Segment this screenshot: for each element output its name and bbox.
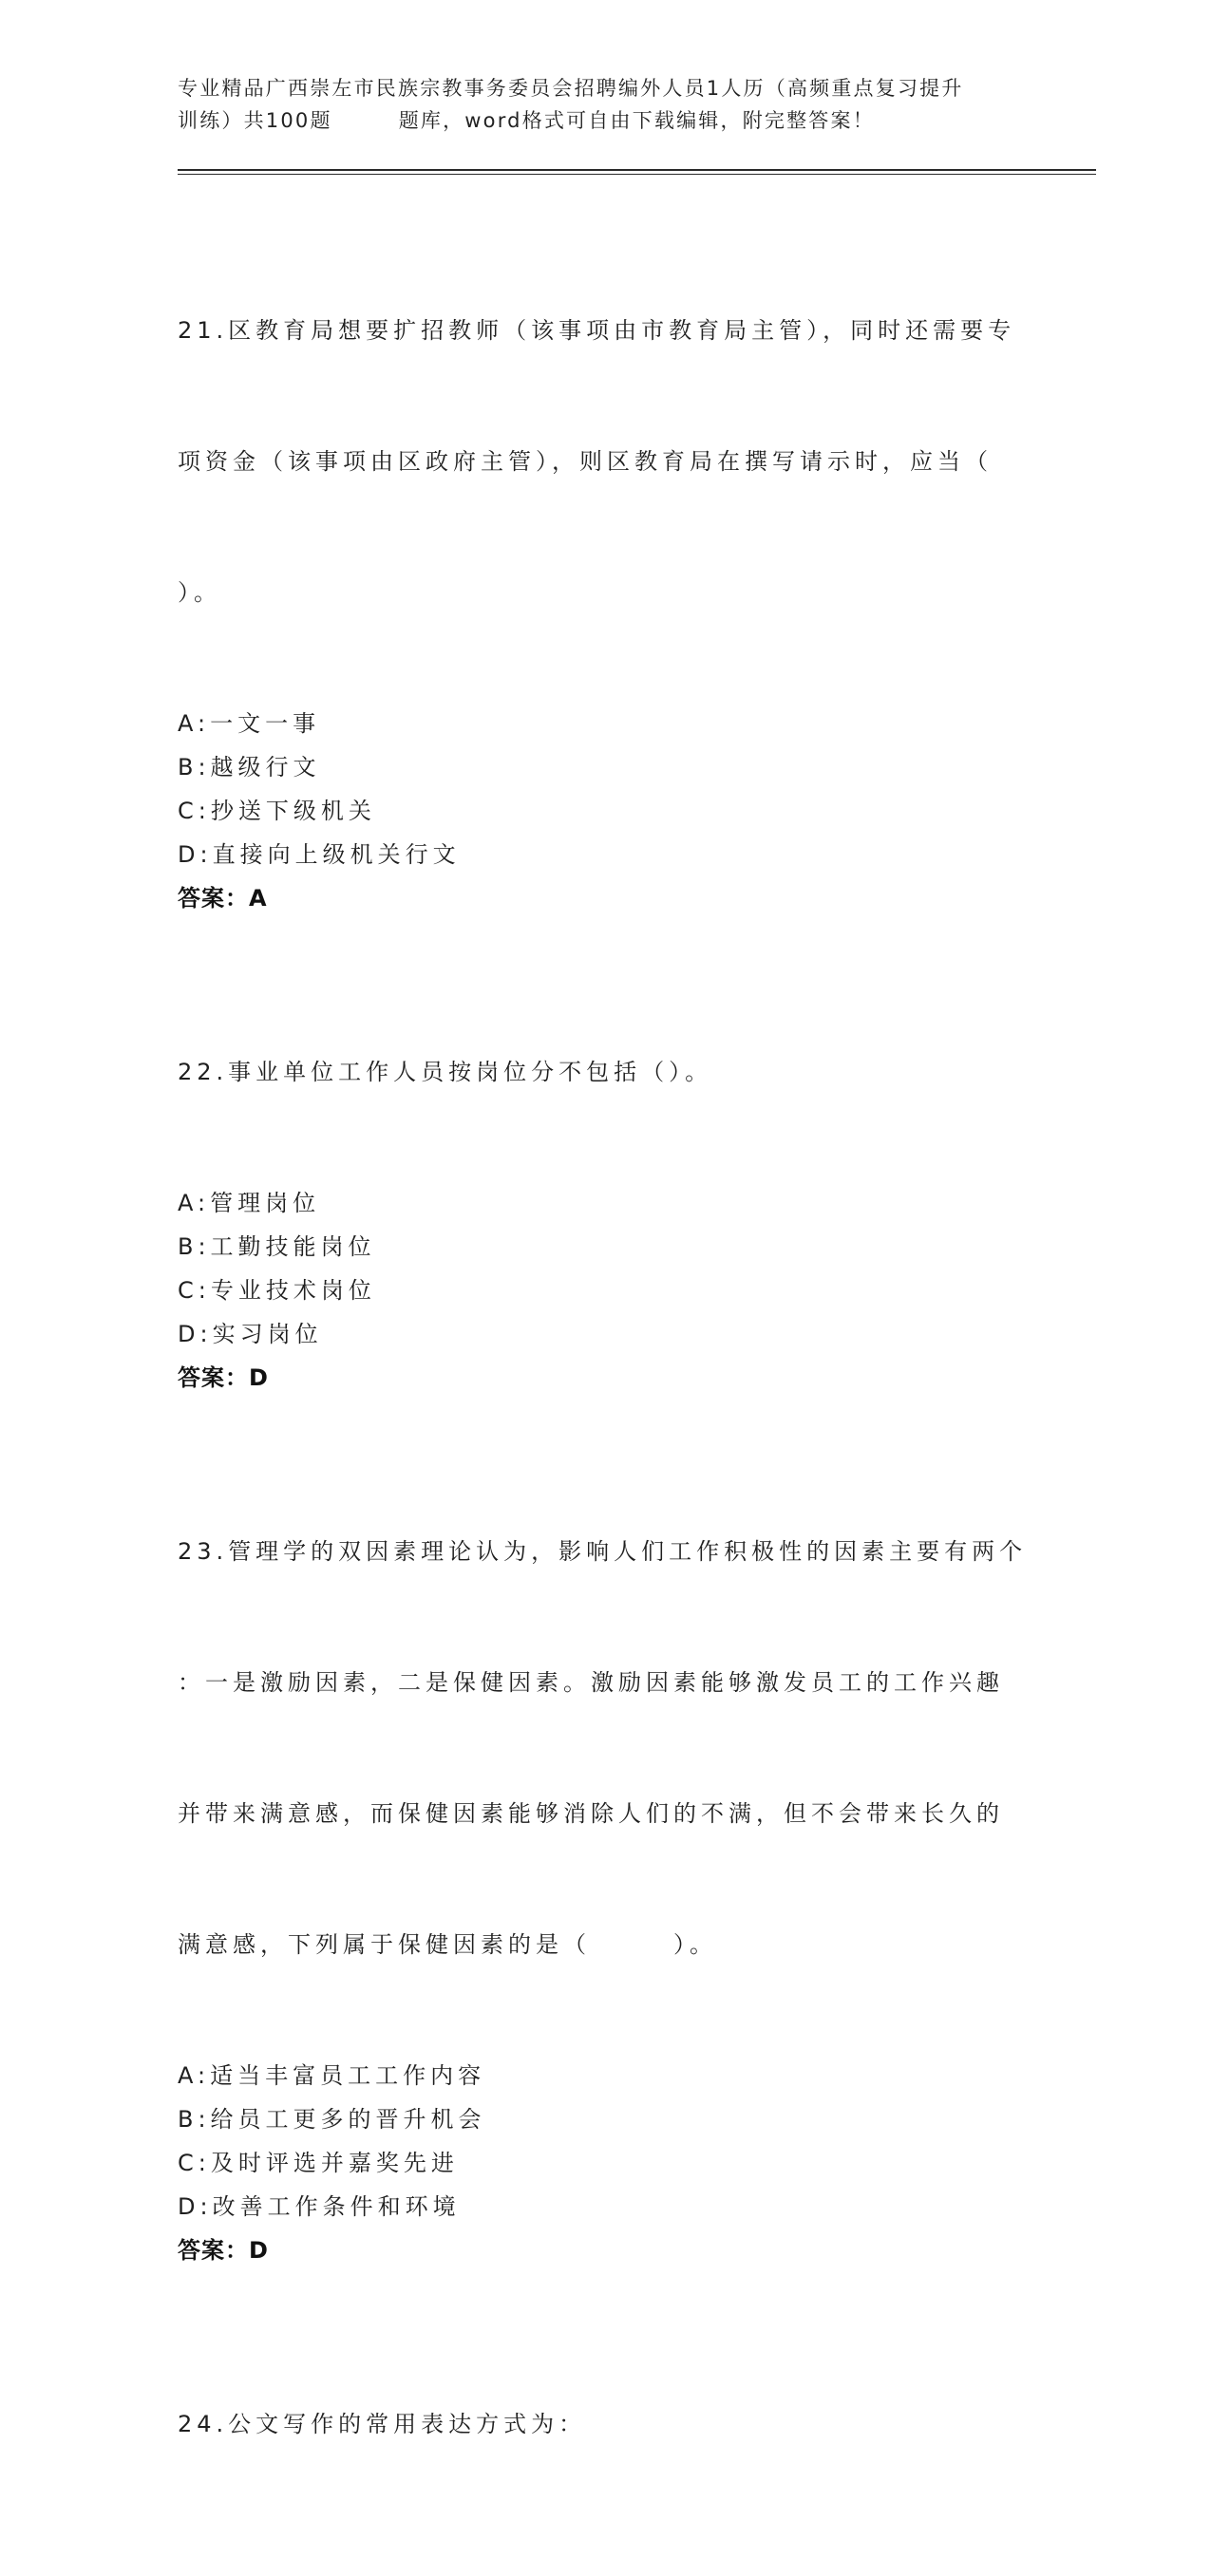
option-d: D:改善工作条件和环境 bbox=[178, 2193, 461, 2220]
header-title-line2-left: 训练）共100题 bbox=[178, 109, 332, 132]
answer: 答案：D bbox=[178, 1364, 269, 1391]
option-b: B:越级行文 bbox=[178, 754, 321, 780]
question-24 bbox=[178, 2315, 1032, 2533]
question-text bbox=[178, 963, 1032, 1181]
option-a: A:适当丰富员工工作内容 bbox=[178, 2062, 486, 2089]
question-text-line: 并带来满意感，而保健因素能够消除人们的不满，但不会带来长久的 bbox=[178, 1800, 1004, 1827]
answer: 答案：D bbox=[178, 2237, 269, 2264]
header-title-line2-right: 题库，word格式可自由下载编辑，附完整答案！ bbox=[398, 109, 875, 132]
option-a: A:管理岗位 bbox=[178, 1190, 321, 1216]
header-title-line2 bbox=[178, 104, 1032, 137]
option-a: A:一文一事 bbox=[178, 710, 321, 737]
header-divider-thin bbox=[178, 174, 1096, 175]
question-text-line: 23.管理学的双因素理论认为，影响人们工作积极性的因素主要有两个 bbox=[178, 1538, 1028, 1565]
option-c: C:抄送下级机关 bbox=[178, 798, 376, 824]
option-c: C:专业技术岗位 bbox=[178, 1277, 376, 1304]
document-header bbox=[178, 72, 1032, 137]
question-text-line: ：一是激励因素，二是保健因素。激励因素能够激发员工的工作兴趣 bbox=[178, 1669, 1004, 1696]
question-list bbox=[178, 221, 1032, 2576]
question-text bbox=[178, 1442, 1032, 2054]
option-b: B:给员工更多的晋升机会 bbox=[178, 2106, 486, 2133]
question-text bbox=[178, 2315, 1032, 2533]
question-21 bbox=[178, 221, 1032, 920]
header-divider-thick bbox=[178, 169, 1096, 171]
answer: 答案：A bbox=[178, 885, 268, 912]
header-title-line1: 专业精品广西崇左市民族宗教事务委员会招聘编外人员1人历（高频重点复习提升 bbox=[178, 77, 964, 100]
question-text-line: 21.区教育局想要扩招教师（该事项由市教育局主管），同时还需要专 bbox=[178, 317, 1016, 344]
question-23 bbox=[178, 1442, 1032, 2272]
option-b: B:工勤技能岗位 bbox=[178, 1233, 376, 1260]
question-text bbox=[178, 221, 1032, 702]
question-text-line: 22.事业单位工作人员按岗位分不包括（）。 bbox=[178, 1059, 713, 1085]
option-d: D:直接向上级机关行文 bbox=[178, 841, 461, 868]
question-text-line: 项资金（该事项由区政府主管），则区教育局在撰写请示时，应当（ bbox=[178, 448, 993, 475]
option-c: C:及时评选并嘉奖先进 bbox=[178, 2150, 459, 2176]
question-text-line: 24.公文写作的常用表达方式为： bbox=[178, 2411, 587, 2437]
question-text-line: 满意感，下列属于保健因素的是（ ）。 bbox=[178, 1931, 717, 1958]
question-text-line: ）。 bbox=[178, 579, 221, 606]
question-22 bbox=[178, 963, 1032, 1400]
option-d: D:实习岗位 bbox=[178, 1321, 323, 1347]
